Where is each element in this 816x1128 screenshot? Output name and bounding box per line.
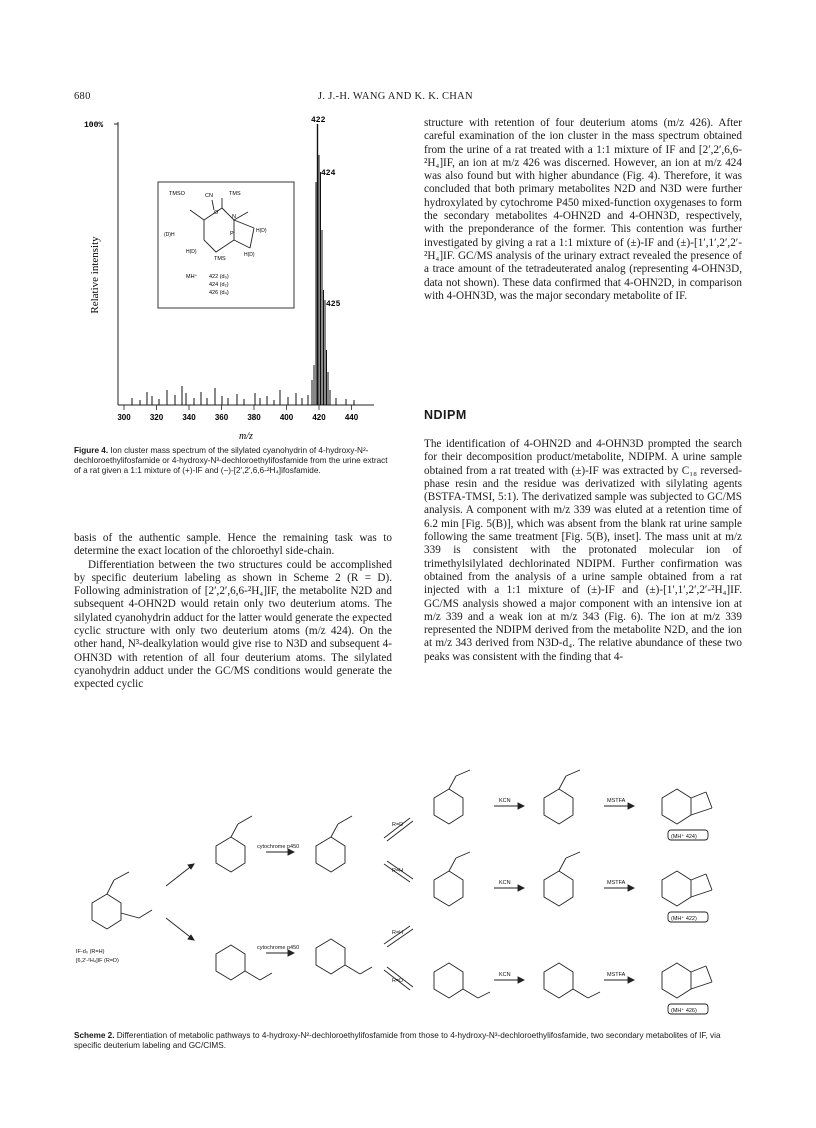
- inset-mh: MH⁺: [186, 274, 198, 280]
- page-number: 680: [74, 91, 91, 102]
- x-tick-label: 320: [149, 413, 164, 422]
- reagent-cyp-lower: cytochrome p450: [257, 945, 300, 951]
- ion-mh-426: (MH⁺ 426): [671, 1008, 697, 1014]
- left-column: [74, 532, 392, 692]
- inset-p: P: [230, 231, 234, 237]
- scheme-2-diagram: [74, 768, 746, 1026]
- reagent-mstfa-3: MSTFA: [607, 972, 626, 978]
- ion-mh-424: (MH⁺ 424): [671, 834, 697, 840]
- inset-tms-bottom: TMS: [214, 256, 226, 262]
- inset-tmso: TMSO: [169, 191, 185, 197]
- inset-hd-bottom-right: H(D): [244, 252, 255, 258]
- running-title: J. J.-H. WANG AND K. K. CHAN: [318, 91, 473, 102]
- scheme-2-caption-text: Differentiation of metabolic pathways to 4-hydroxy-N²-dechloroethylifosfamide from those to 4-hydroxy-N³-dechloroethylifosfamide, two secondary metabolites of IF, via specific deuterium labeling and GC/CIMS.: [74, 1031, 721, 1050]
- right-paragraph-2: The identification of 4-OHN2D and 4-OHN3D prompted the search for their decomposition product/metabolite, NDIPM. A urine sample obtained from a rat treated with (±)-IF was extracted by C₁₈ reversed-phase resin and the residue was derivatized with silylating agents (BSTFA-TMSI, 5:1). The derivatized sample was subjected to GC/MS analysis. A component with m/z 339 was eluted at a retention time of 6.2 min [Fig. 5(B)], which was absent from the blank rat urine sample following the same treatment [Fig. 5(B), inset]. The mass unit at m/z 339 is consistent with the protonated molecular ion of trimethylsilylated dechlorinated NDIPM. Further confirmation was obtained from the analysis of a urine sample obtained from a rat injected with a 1:1 mixture of (±)-IF and (±)-[1′,1′,2′,2′-²H₄]IF. GC/MS analysis showed a major component with an intensive ion at m/z 339 and a weak ion at m/z 343 (Fig. 6). The ion at m/z 339 represented the NDIPM derived from the metabolite N2D, and the ion at m/z 343 derived from N3D-d₄. The relative abundance of these two peaks was consistent with the finding that 4-: [424, 438, 742, 663]
- right-column-bottom: [424, 438, 742, 664]
- inset-o: O: [214, 210, 219, 216]
- reagent-rh-1: R=H: [392, 868, 404, 874]
- figure-4-mass-spectrum: [74, 110, 394, 445]
- section-title-ndipm: NDIPM: [424, 408, 467, 422]
- x-axis-label: m/z: [239, 431, 253, 442]
- figure-4-caption-text: Ion cluster mass spectrum of the silylated cyanohydrin of 4-hydroxy-N²-dechloroethylifosfamide or 4-hydroxy-N³-dechloroethylifosfamide from the urine extract of a rat given a 1:1 mixture of (+)-IF and (−)-[2′,2′,6,6-²H₄]ifosfamide.: [74, 446, 388, 475]
- reagent-kcn-3: KCN: [499, 972, 511, 978]
- x-tick-label: 380: [247, 413, 261, 422]
- reagent-kcn-2: KCN: [499, 880, 511, 886]
- x-tick-label: 420: [312, 413, 326, 422]
- right-column-top: [424, 117, 742, 303]
- figure-4-caption-label: Figure 4.: [74, 446, 109, 455]
- right-paragraph-1: structure with retention of four deuterium atoms (m/z 426). After careful examination of the ion cluster in the mass spectrum obtained from the urine of a rat treated with a 1:1 mixture of IF and [2′,2′,6,6-²H₄]IF, an ion at m/z 426 was discerned. However, an ion at m/z 424 was also found but with higher abundance (Fig. 4). Therefore, it was concluded that both primary metabolites N2D and N3D were further hydroxylated by cytochrome P450 mixed-function oxygenases to form the secondary metabolites 4-OHN2D and 4-OHN3D, respectively, with the preponderance of the former. This contention was further investigated by giving a rat a 1:1 mixture of (±)-IF and (±)-[1′,1′,2′,2′-²H₄]IF. GC/MS analysis of the urinary extract revealed the presence of a trace amount of the tetradeuterated analog (representing 4-OHN3D, data not shown). These data confirmed that 4-OHN2D, in comparison with 4-OHN3D, was the major secondary metabolite of IF.: [424, 117, 742, 302]
- reagent-rd-2: R=D: [392, 978, 404, 984]
- x-tick-label: 340: [182, 413, 196, 422]
- scheme-2-caption-label: Scheme 2.: [74, 1031, 115, 1040]
- reagent-cyp-upper: cytochrome p450: [257, 844, 300, 850]
- reagent-rh-2: R=H: [392, 930, 404, 936]
- inset-tms-top: TMS: [229, 191, 241, 197]
- inset-dh-left: (D)H: [164, 232, 175, 238]
- start-label-if-d0: IF-d₀ (R=H): [76, 949, 105, 955]
- left-paragraph-2: Differentiation between the two structures could be accomplished by specific deuterium labeling as shown in Scheme 2 (R = D). Following administration of [2′,2′,6,6-²H₄]IF, the metabolite N2D and subsequent 4-OHN2D would retain only two deuterium atoms. The silylated cyanohydrin adduct for the latter would generate the expected cyclic structure with only two deuterium atoms (m/z 424). On the other hand, N³-dealkylation would give rise to N3D and subsequent 4-OHN3D with retention of all four deuterium atoms. The silylated cyanohydrin adduct under the GC/MS conditions would generate the expected cyclic: [74, 558, 392, 691]
- y-top-label: 100%: [84, 121, 104, 130]
- inset-cn: CN: [205, 193, 213, 199]
- x-tick-label: 440: [344, 413, 359, 422]
- inset-hd-bottom: H(D): [186, 249, 197, 255]
- inset-ion-424: 424 (d₂): [209, 282, 229, 288]
- peak-label-424: 424: [321, 169, 336, 178]
- reagent-mstfa-1: MSTFA: [607, 798, 626, 804]
- scheme-2-caption: [74, 1031, 746, 1051]
- reagent-kcn-1: KCN: [499, 798, 511, 804]
- x-tick-label: 300: [117, 413, 131, 422]
- peak-label-422: 422: [311, 116, 326, 125]
- peak-label-425: 425: [326, 300, 341, 309]
- reagent-rd-1: R=D: [392, 822, 404, 828]
- reagent-mstfa-2: MSTFA: [607, 880, 626, 886]
- inset-structure: [158, 182, 294, 308]
- inset-ion-422: 422 (d₀): [209, 274, 229, 280]
- x-tick-label: 360: [214, 413, 229, 422]
- start-label-if-d4: [6,2′-²H₄]IF (R=D): [76, 958, 119, 964]
- figure-4-caption: [74, 446, 392, 476]
- inset-ion-426: 426 (d₄): [209, 290, 229, 296]
- y-axis-label: Relative intensity: [89, 236, 101, 314]
- left-paragraph-1: basis of the authentic sample. Hence the remaining task was to determine the exact location of the chloroethyl side-chain.: [74, 532, 392, 558]
- x-tick-label: 400: [279, 413, 294, 422]
- inset-n: N: [232, 214, 236, 220]
- inset-hd-right: H(D): [256, 228, 267, 234]
- ion-mh-422: (MH⁺ 422): [671, 916, 697, 922]
